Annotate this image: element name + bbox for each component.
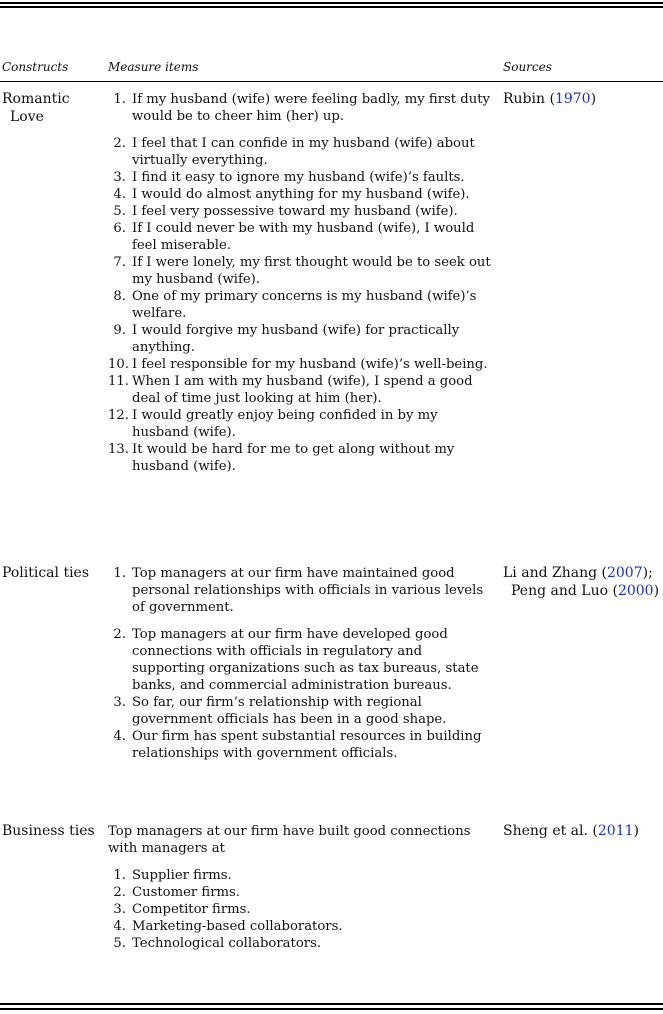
item-text: So far, our firm’s relationship with regional government officials has been in a good shape. [132, 695, 447, 727]
item-number: 4. [113, 729, 126, 744]
item-number: 11. [108, 374, 129, 389]
item-text: It would be hard for me to get along without my husband (wife). [132, 442, 455, 474]
source-text: ); [642, 565, 653, 581]
business-ties-intro: Top managers at our firm have built good connections with managers at [108, 824, 471, 856]
item-text: Top managers at our firm have developed good connections with officials in regulatory and supporting organizations such as tax bureaus, state banks, and commercial administration bureaus. [132, 627, 479, 693]
item-number: 6. [113, 221, 126, 236]
item-number: 1. [113, 92, 126, 107]
item-number: 7. [113, 255, 126, 270]
list-item [108, 203, 496, 220]
list-item [108, 373, 496, 407]
item-text: Marketing-based collaborators. [132, 919, 343, 934]
item-text: I find it easy to ignore my husband (wife)’s faults. [132, 170, 465, 185]
item-number: 2. [113, 136, 126, 151]
header-sources: Sources [503, 60, 552, 74]
construct-line: Romantic [2, 91, 70, 107]
item-text: If I were lonely, my first thought would be to seek out my husband (wife). [132, 255, 491, 287]
item-number: 2. [113, 885, 126, 900]
item-text: If my husband (wife) were feeling badly, my first duty would be to cheer him (her) up. [132, 92, 490, 124]
source-year-link[interactable]: 2000 [617, 583, 654, 599]
source-sheng [503, 822, 661, 840]
bottom-rule-1 [0, 1003, 663, 1005]
list-item [108, 220, 496, 254]
political-ties-items [108, 565, 496, 762]
construct-line: Love [10, 109, 44, 125]
source-text: ) [653, 583, 660, 599]
item-text: I feel responsible for my husband (wife)’s well-being. [132, 357, 488, 372]
item-number: 10. [108, 357, 129, 372]
item-text: One of my primary concerns is my husband (wife)’s welfare. [132, 289, 477, 321]
item-number: 4. [113, 187, 126, 202]
item-text: Customer firms. [132, 885, 240, 900]
item-number: 1. [113, 566, 126, 581]
header-measure-items: Measure items [108, 60, 199, 74]
list-item [108, 169, 496, 186]
item-text: Our firm has spent substantial resources in building relationships with government officials. [132, 729, 482, 761]
source-text: Sheng et al. ( [503, 823, 598, 839]
list-item [108, 565, 496, 616]
item-text: Supplier firms. [132, 868, 232, 883]
item-text: I feel very possessive toward my husband (wife). [132, 204, 458, 219]
item-number: 5. [113, 204, 126, 219]
source-year-link[interactable]: 2011 [597, 823, 634, 839]
construct-romantic-love [2, 90, 102, 126]
list-item [108, 728, 496, 762]
list-item [108, 186, 496, 203]
item-number: 9. [113, 323, 126, 338]
list-item [108, 407, 496, 441]
item-text: When I am with my husband (wife), I spend a good deal of time just looking at him (her). [132, 374, 473, 406]
item-text: I feel that I can confide in my husband (wife) about virtually everything. [132, 136, 475, 168]
bottom-rule-2 [0, 1008, 663, 1010]
item-number: 3. [113, 170, 126, 185]
list-item [108, 288, 496, 322]
item-number: 12. [108, 408, 129, 423]
source-text: Li and Zhang ( [503, 565, 607, 581]
item-number: 3. [113, 902, 126, 917]
item-number: 5. [113, 936, 126, 951]
top-rule-2 [0, 6, 663, 8]
item-number: 13. [108, 442, 129, 457]
source-text: ) [590, 91, 597, 107]
source-text: Peng and Luo ( [511, 583, 618, 599]
item-text: Top managers at our firm have maintained good personal relationships with officials in various levels of government. [132, 566, 484, 615]
list-item [108, 91, 496, 125]
list-item [108, 356, 496, 373]
list-item [108, 694, 496, 728]
list-item [108, 918, 496, 935]
item-number: 8. [113, 289, 126, 304]
item-text: I would greatly enjoy being confided in by my husband (wife). [132, 408, 438, 440]
item-text: Competitor firms. [132, 902, 251, 917]
list-item [108, 884, 496, 901]
list-item [108, 441, 496, 475]
item-text: If I could never be with my husband (wife), I would feel miserable. [132, 221, 475, 253]
source-rubin [503, 90, 661, 108]
source-text: Rubin ( [503, 91, 555, 107]
item-text: Technological collaborators. [132, 936, 322, 951]
header-constructs: Constructs [2, 60, 69, 74]
item-number: 2. [113, 627, 126, 642]
romantic-love-items [108, 91, 496, 475]
business-ties-items [108, 823, 496, 952]
list-item [108, 626, 496, 694]
list-item [108, 901, 496, 918]
source-li-zhang-peng-luo [503, 564, 661, 600]
list-item [108, 254, 496, 288]
construct-business-ties: Business ties [2, 823, 95, 839]
top-rule-1 [0, 2, 663, 4]
item-number: 3. [113, 695, 126, 710]
header-rule [0, 81, 663, 82]
list-item [108, 867, 496, 884]
list-item [108, 135, 496, 169]
source-year-link[interactable]: 2007 [606, 565, 643, 581]
source-text: ) [633, 823, 639, 839]
item-number: 4. [113, 919, 126, 934]
source-year-link[interactable]: 1970 [554, 91, 591, 107]
item-text: I would forgive my husband (wife) for practically anything. [132, 323, 460, 355]
list-item [108, 322, 496, 356]
list-item [108, 935, 496, 952]
item-number: 1. [113, 868, 126, 883]
construct-political-ties: Political ties [2, 565, 90, 581]
item-text: I would do almost anything for my husband (wife). [132, 187, 470, 202]
